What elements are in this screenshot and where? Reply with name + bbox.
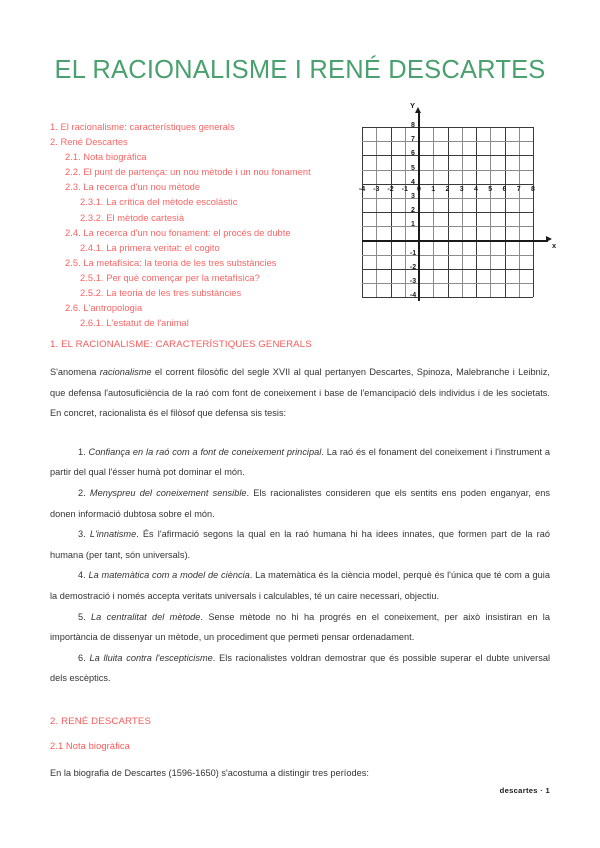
thesis-number: 3.	[78, 529, 86, 540]
grid-plot-area	[358, 101, 557, 299]
spacer	[50, 729, 550, 739]
grid-line-horizontal	[362, 170, 533, 171]
y-tick-label: 3	[411, 192, 415, 200]
thesis-paragraph	[50, 524, 550, 565]
x-tick-label: 2	[445, 185, 450, 193]
table-of-contents	[50, 120, 350, 331]
grid-lines	[362, 127, 533, 297]
x-tick-label: -1	[401, 185, 408, 193]
y-tick-label: 6	[411, 150, 415, 158]
y-tick-label: 7	[411, 136, 415, 144]
section-heading-2: 2. RENÉ DESCARTES	[50, 715, 152, 727]
intro-paragraph	[50, 362, 550, 424]
grid-line-horizontal	[362, 269, 533, 270]
grid-line-horizontal	[362, 297, 533, 298]
grid-line-horizontal	[362, 127, 533, 128]
toc-item[interactable]: 2.5.1. Per què començar per la metafísica?	[80, 272, 260, 283]
y-tick-label: 5	[411, 164, 415, 172]
thesis-title: La matemàtica com a model de ciència	[88, 570, 250, 581]
toc-item[interactable]: 2.5.2. La teoria de les tres substàncies	[80, 288, 242, 299]
thesis-body: . Els racionalistes voldran demostrar que és possible superar el dubte universal dels escèptics.	[50, 652, 551, 684]
intro-run-italic: racionalisme	[99, 367, 152, 377]
y-tick-label: -1	[409, 249, 417, 257]
toc-item[interactable]: 2.4. La recerca d'un nou fonament: el procés de dubte	[65, 227, 291, 238]
toc-item[interactable]: 2. René Descartes	[50, 137, 128, 148]
grid-line-horizontal	[362, 255, 533, 256]
thesis-number: 2.	[78, 487, 86, 498]
x-tick-label: -2	[387, 185, 394, 193]
y-tick-label: 8	[411, 122, 415, 129]
thesis-paragraph	[50, 565, 550, 606]
grid-line-vertical	[533, 127, 534, 297]
y-tick-label: -4	[409, 292, 417, 299]
thesis-body: . La raó és el fonament del coneixement i l'instrument a partir del qual l'ésser humà pot dominar el món.	[50, 446, 550, 478]
toc-item[interactable]: 2.3.2. El mètode cartesià	[80, 212, 185, 223]
thesis-number: 1.	[78, 446, 86, 457]
thesis-body: . És l'afirmació segons la qual en la raó humana hi ha idees innates, que formen part de la raó humana (per tant, són universals).	[50, 529, 550, 560]
x-tick-label: 8	[531, 185, 535, 193]
grid-line-horizontal	[362, 198, 533, 199]
thesis-title: La lluita contra l'escepticisme	[89, 652, 213, 663]
spacer	[50, 424, 550, 442]
y-tick-label: -3	[409, 277, 417, 285]
thesis-body: . Els racionalistes consideren que els sentits ens poden enganyar, ens donen informació dubtosa sobre el món.	[50, 487, 550, 519]
toc-item[interactable]: 2.4.1. La primera veritat: el cogito	[80, 242, 220, 253]
y-axis-label: Y	[410, 101, 416, 110]
x-tick-label: 4	[474, 185, 478, 193]
grid-line-horizontal	[362, 283, 533, 284]
document-body	[50, 338, 550, 784]
thesis-paragraph	[50, 607, 550, 648]
toc-item[interactable]: 2.6.1. L'estatut de l'animal	[80, 318, 189, 329]
grid-line-horizontal	[362, 141, 533, 142]
x-axis-line	[362, 240, 548, 242]
y-axis-arrow-icon	[415, 107, 421, 113]
y-tick-label: -2	[409, 263, 417, 271]
x-axis-label: x	[552, 241, 557, 250]
section-heading-1: 1. EL RACIONALISME: CARACTERÍSTIQUES GENERALS	[50, 339, 312, 350]
x-tick-label: 1	[431, 185, 436, 193]
toc-item[interactable]: 2.1. Nota biogràfica	[65, 152, 147, 163]
thesis-paragraph	[50, 648, 550, 689]
thesis-paragraph	[50, 483, 550, 524]
x-tick-label: 6	[502, 185, 507, 193]
toc-item[interactable]: 2.2. El punt de partença: un nou mètode i un nou fonament	[65, 167, 311, 178]
spacer	[50, 753, 550, 763]
thesis-paragraph	[50, 442, 550, 483]
toc-item[interactable]: 2.6. L'antropologia	[65, 303, 143, 314]
thesis-body: . La matemàtica és la ciència model, perquè és l'única que té com a guia la demostració i només accepta veritats universals i calculables, té un caire necessari, objectiu.	[50, 570, 550, 601]
thesis-title: Confiança en la raó com a font de coneixement principal	[88, 446, 322, 457]
x-tick-label: -3	[373, 185, 380, 193]
x-tick-label: 0	[417, 185, 421, 193]
toc-item[interactable]: 2.3. La recerca d'un nou mètode	[65, 182, 201, 193]
thesis-number: 4.	[78, 570, 86, 581]
thesis-title: Menyspreu del coneixement sensible	[89, 487, 247, 498]
cartesian-grid-figure	[344, 101, 557, 310]
thesis-body: . Sense mètode no hi ha progrés en el coneixement, per això insistiran en la importància de dissenyar un mètode, un procediment que permeti pensar ordenadament.	[50, 611, 550, 643]
intro-run-2: el corrent filosòfic del segle XVII al qual pertanyen Descartes, Spinoza, Malebranche i Leibniz, que defensa l'autosuficiència de la raó com font de coneixement i base de l'emancipació dels individus i de les societats. En concret, racionalista és el filòsof que defensa sis tesis:	[50, 367, 550, 419]
thesis-number: 6.	[78, 652, 86, 663]
x-tick-label: 3	[459, 185, 464, 193]
grid-line-horizontal	[362, 212, 533, 213]
x-tick-label: 5	[488, 185, 493, 193]
toc-item[interactable]: 2.5. La metafísica: la teoria de les tres substàncies	[65, 257, 277, 268]
y-tick-label: 2	[411, 207, 415, 214]
thesis-number: 5.	[78, 611, 86, 622]
spacer	[50, 352, 550, 362]
spacer	[50, 689, 550, 715]
grid-line-horizontal	[362, 184, 533, 185]
page-title: EL RACIONALISME I RENÉ DESCARTES	[54, 56, 546, 84]
thesis-title: La centralitat del mètode	[91, 611, 201, 622]
y-tick-label: 1	[411, 221, 415, 229]
toc-item[interactable]: 2.3.1. La crítica del mètode escolàstic	[80, 197, 238, 208]
thesis-title: L'innatisme	[89, 529, 137, 540]
page-footer: descartes · 1	[499, 786, 550, 795]
intro-run-1: S'anomena	[50, 367, 100, 377]
grid-line-horizontal	[362, 226, 533, 227]
section2-paragraph: En la biografia de Descartes (1596-1650) s'acostuma a distingir tres períodes:	[50, 767, 369, 778]
y-tick-label: 4	[411, 178, 415, 186]
grid-line-horizontal	[362, 155, 533, 156]
x-tick-label: 7	[516, 185, 521, 193]
toc-item[interactable]: 1. El racionalisme: característiques generals	[50, 122, 235, 132]
subsection-heading-2-1: 2.1 Nota biogràfica	[50, 740, 130, 751]
x-tick-label: -4	[358, 185, 366, 193]
